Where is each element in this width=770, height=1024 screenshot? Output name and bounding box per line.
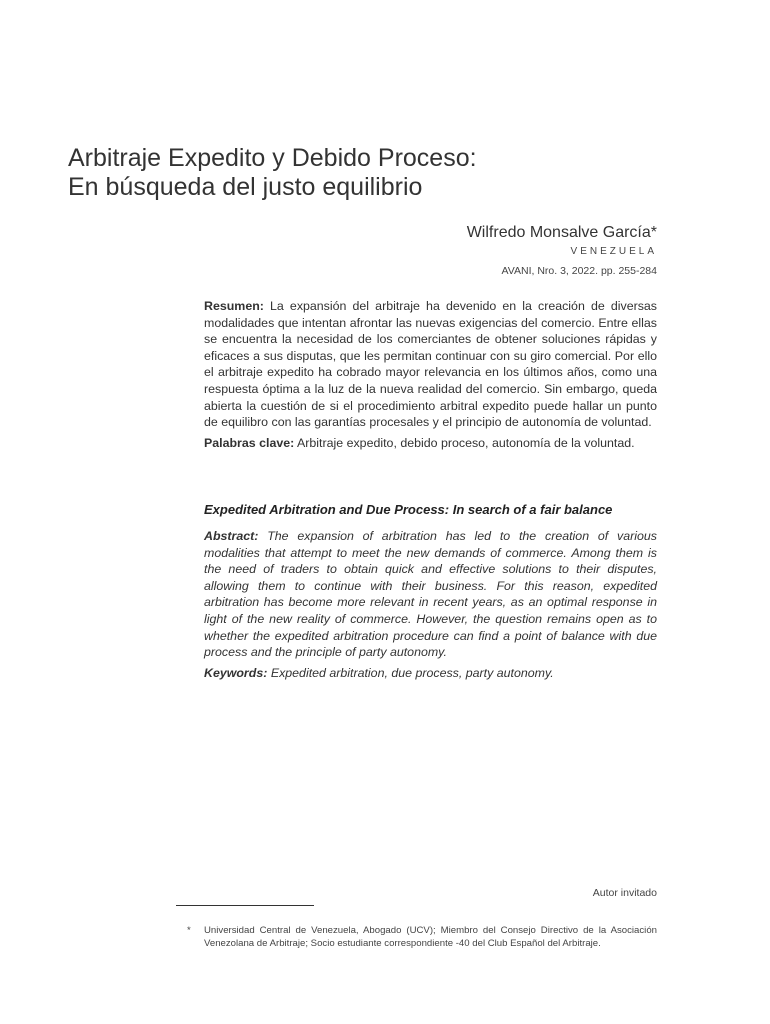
author-block [467, 223, 657, 279]
keywords-paragraph [204, 665, 657, 682]
resumen-text: La expansión del arbitraje ha devenido en la creación de diversas modalidades que intentan afrontar las nuevas exigencias del comercio. Entre ellas se encuentra la necesidad de los comerciantes de obtener soluciones rápidas y eficaces a sus disputas, que les permitan continuar con su giro comercial. Por ello el arbitraje expedito ha cobrado mayor relevancia en los últimos años, como una respuesta óptima a la luz de la nueva realidad del comercio. Sin embargo, queda abierta la cuestión de si el procedimiento arbitral expedito puede hallar un punto de equilibro con las garantías procesales y el principio de autonomía de voluntad. [204, 299, 657, 430]
palabras-clave-text: Arbitraje expedito, debido proceso, autonomía de la voluntad. [297, 435, 635, 450]
title-line-2: En búsqueda del justo equilibrio [68, 173, 423, 201]
author-country: VENEZUELA [570, 246, 657, 257]
abstract-text: The expansion of arbitration has led to the creation of various modalities that attempt to meet the new demands of commerce. Among them is the need of traders to obtain quick and effective solutions to their disputes, allowing them to continue with their business. For this reason, expedited arbitration has become more relevant in recent years, as an optimal response in light of the new reality of commerce. However, the question remains open as to whether the expedited arbitration procedure can find a point of balance with due process and the principle of party autonomy. [204, 529, 657, 660]
palabras-clave-paragraph [204, 435, 657, 452]
citation: AVANI, Nro. 3, 2022. pp. 255-284 [501, 265, 657, 277]
footnote [187, 925, 657, 950]
resumen-section [204, 298, 657, 451]
palabras-clave-label: Palabras clave: [204, 435, 295, 450]
resumen-label: Resumen: [204, 299, 264, 313]
author-name: Wilfredo Monsalve García* [466, 224, 657, 241]
keywords-label: Keywords: [204, 665, 268, 680]
abstract-paragraph [204, 528, 657, 661]
english-title: Expedited Arbitration and Due Process: In search of a fair balance [204, 502, 613, 517]
article-title [68, 144, 708, 202]
footnote-divider [176, 905, 314, 906]
abstract-section [204, 528, 657, 681]
keywords-text: Expedited arbitration, due process, party autonomy. [270, 665, 554, 680]
abstract-label: Abstract: [204, 529, 259, 543]
resumen-paragraph [204, 298, 657, 431]
title-line-1: Arbitraje Expedito y Debido Proceso: [68, 144, 477, 172]
invited-author-note: Autor invitado [592, 887, 657, 899]
footnote-mark: * [187, 925, 191, 936]
footnote-text: Universidad Central de Venezuela, Abogado (UCV); Miembro del Consejo Directivo de la Asociación Venezolana de Arbitraje; Socio estudiante correspondiente -40 del Club Español del Arbitraje. [204, 925, 657, 949]
